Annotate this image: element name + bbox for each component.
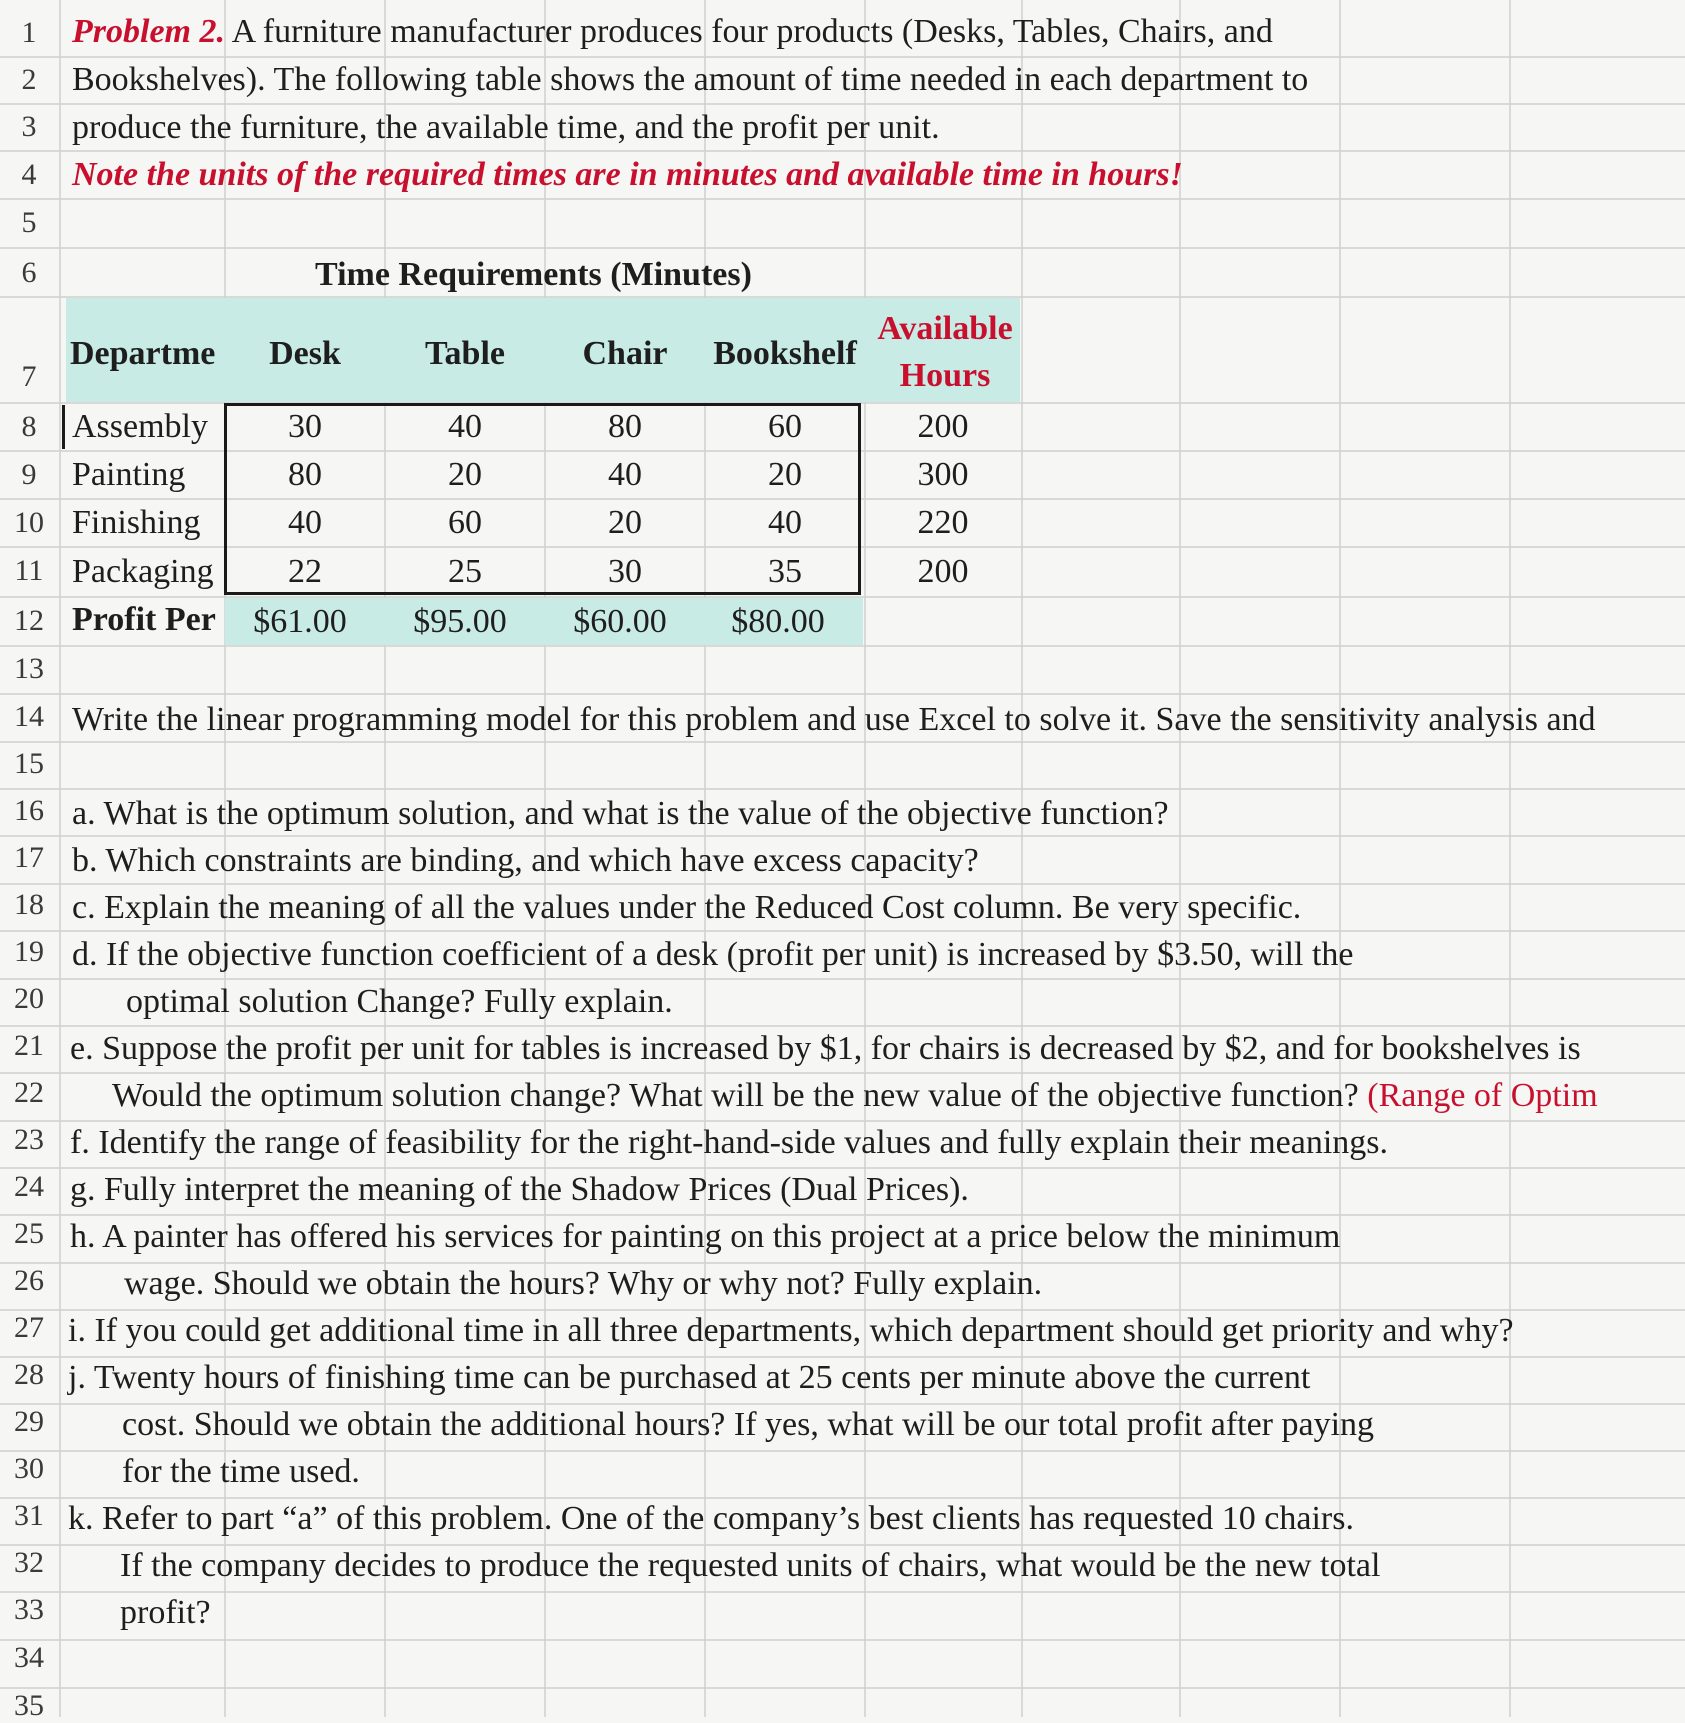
profit-bookshelf[interactable]: $80.00 — [731, 603, 825, 640]
header-chair[interactable]: Chair — [582, 335, 668, 372]
question-d-line1[interactable]: d. If the objective function coefficient of a desk (profit per unit) is increased by $3.50, will the — [72, 936, 1354, 973]
question-g[interactable]: g. Fully interpret the meaning of the Shadow Prices (Dual Prices). — [70, 1171, 969, 1208]
desk-cell[interactable]: 30 — [288, 408, 322, 445]
desk-cell[interactable]: 80 — [288, 456, 322, 493]
row-number[interactable]: 29 — [14, 1405, 44, 1438]
bookshelf-cell[interactable]: 60 — [768, 408, 802, 445]
header-desk[interactable]: Desk — [269, 335, 341, 372]
question-e-line2-text: Would the optimum solution change? What will be the new value of the objective function? — [112, 1077, 1359, 1114]
question-e-line2[interactable] — [112, 1076, 1598, 1116]
row-number[interactable]: 1 — [21, 16, 37, 49]
question-k-line3[interactable]: profit? — [120, 1594, 211, 1631]
desk-cell[interactable]: 40 — [288, 504, 322, 541]
question-i[interactable]: i. If you could get additional time in all three departments, which department should get priority and why? — [68, 1312, 1514, 1349]
row-number[interactable]: 8 — [21, 410, 37, 443]
question-a[interactable]: a. What is the optimum solution, and what is the value of the objective function? — [72, 795, 1169, 832]
available-cell[interactable]: 200 — [917, 408, 969, 445]
profit-label[interactable]: Profit Per — [72, 601, 216, 638]
bookshelf-cell[interactable]: 20 — [768, 456, 802, 493]
question-c[interactable]: c. Explain the meaning of all the values under the Reduced Cost column. Be very specific. — [72, 889, 1302, 926]
question-h-line1[interactable]: h. A painter has offered his services for painting on this project at a price below the minimum — [70, 1218, 1341, 1255]
question-f[interactable]: f. Identify the range of feasibility for the right-hand-side values and fully explain their meanings. — [70, 1124, 1389, 1161]
header-bookshelf[interactable]: Bookshelf — [713, 335, 857, 372]
problem-line-1[interactable] — [72, 12, 1273, 52]
table-cell[interactable]: 25 — [448, 553, 482, 590]
table-title[interactable]: Time Requirements (Minutes) — [315, 256, 752, 293]
row-number[interactable]: 35 — [14, 1689, 44, 1722]
available-cell[interactable]: 220 — [917, 504, 969, 541]
active-cell-marker — [62, 405, 65, 449]
row-number[interactable]: 9 — [21, 458, 37, 491]
question-k-line1[interactable]: k. Refer to part “a” of this problem. One of the company’s best clients has requested 10 chairs. — [68, 1500, 1354, 1537]
header-table[interactable]: Table — [424, 335, 505, 372]
question-b[interactable]: b. Which constraints are binding, and which have excess capacity? — [72, 842, 979, 879]
dept-cell[interactable]: Painting — [72, 456, 186, 493]
chair-cell[interactable]: 30 — [608, 553, 642, 590]
row-number[interactable]: 19 — [14, 935, 44, 968]
row-number[interactable]: 27 — [14, 1311, 44, 1344]
header-available-line2: Hours — [899, 357, 991, 394]
question-j-line1[interactable]: j. Twenty hours of finishing time can be purchased at 25 cents per minute above the current — [68, 1359, 1311, 1396]
row-number[interactable]: 21 — [14, 1029, 44, 1062]
row-number[interactable]: 2 — [21, 63, 37, 96]
chair-cell[interactable]: 80 — [608, 408, 642, 445]
row-number[interactable]: 26 — [14, 1264, 44, 1297]
chair-cell[interactable]: 40 — [608, 456, 642, 493]
row-number[interactable]: 16 — [14, 794, 44, 827]
header-department[interactable]: Departme — [70, 335, 216, 372]
row-number[interactable]: 32 — [14, 1546, 44, 1579]
instructions-text[interactable]: Write the linear programming model for this problem and use Excel to solve it. Save the sensitivity analysis and — [72, 701, 1596, 738]
question-d-line2[interactable]: optimal solution Change? Fully explain. — [126, 983, 673, 1020]
row-number[interactable]: 12 — [14, 604, 44, 637]
dept-cell[interactable]: Packaging — [72, 553, 214, 590]
row-number[interactable]: 5 — [21, 206, 37, 239]
question-j-line2[interactable]: cost. Should we obtain the additional hours? If yes, what will be our total profit after paying — [122, 1406, 1375, 1443]
row-number[interactable]: 34 — [14, 1641, 44, 1674]
profit-table[interactable]: $95.00 — [413, 603, 507, 640]
row-number[interactable]: 20 — [14, 982, 44, 1015]
row-number[interactable]: 14 — [14, 700, 44, 733]
range-of-optimality-note: (Range of Optim — [1367, 1077, 1598, 1114]
row-number[interactable]: 25 — [14, 1217, 44, 1250]
available-cell[interactable]: 200 — [917, 553, 969, 590]
bookshelf-cell[interactable]: 35 — [768, 553, 802, 590]
row-number[interactable]: 31 — [14, 1499, 44, 1532]
row-number[interactable]: 3 — [21, 110, 37, 143]
row-number[interactable]: 28 — [14, 1358, 44, 1391]
desk-cell[interactable]: 22 — [288, 553, 322, 590]
dept-cell[interactable]: Assembly — [72, 408, 208, 445]
row-number[interactable]: 4 — [21, 158, 37, 191]
question-e-line1[interactable]: e. Suppose the profit per unit for tables is increased by $1, for chairs is decreased by $2, and for bookshelves is — [70, 1030, 1581, 1067]
problem-line-2[interactable]: Bookshelves). The following table shows the amount of time needed in each department to — [72, 61, 1309, 98]
header-available-line1: Available — [877, 310, 1013, 347]
profit-desk[interactable]: $61.00 — [253, 603, 347, 640]
question-j-line3[interactable]: for the time used. — [122, 1453, 360, 1490]
row-number[interactable]: 18 — [14, 888, 44, 921]
dept-cell[interactable]: Finishing — [72, 504, 201, 541]
units-note[interactable]: Note the units of the required times are in minutes and available time in hours! — [72, 156, 1183, 193]
available-cell[interactable]: 300 — [917, 456, 969, 493]
row-number[interactable]: 17 — [14, 841, 44, 874]
row-number[interactable]: 13 — [14, 652, 44, 685]
question-h-line2[interactable]: wage. Should we obtain the hours? Why or why not? Fully explain. — [124, 1265, 1043, 1302]
row-number[interactable]: 10 — [14, 506, 44, 539]
bookshelf-cell[interactable]: 40 — [768, 504, 802, 541]
problem-line-3[interactable]: produce the furniture, the available time, and the profit per unit. — [72, 109, 940, 146]
profit-chair[interactable]: $60.00 — [573, 603, 667, 640]
table-cell[interactable]: 20 — [448, 456, 482, 493]
row-number[interactable]: 22 — [14, 1076, 44, 1109]
row-number[interactable]: 33 — [14, 1593, 44, 1626]
table-cell[interactable]: 60 — [448, 504, 482, 541]
header-available[interactable] — [865, 309, 1025, 396]
row-number[interactable]: 30 — [14, 1452, 44, 1485]
row-number[interactable]: 11 — [14, 554, 44, 587]
table-cell[interactable]: 40 — [448, 408, 482, 445]
row-number[interactable]: 15 — [14, 747, 44, 780]
row-number[interactable]: 7 — [21, 360, 37, 393]
chair-cell[interactable]: 20 — [608, 504, 642, 541]
row-number[interactable]: 24 — [14, 1170, 44, 1203]
row-number[interactable]: 6 — [21, 256, 37, 289]
problem-label: Problem 2. — [72, 13, 225, 50]
row-number[interactable]: 23 — [14, 1123, 44, 1156]
problem-line-1-text: A furniture manufacturer produces four products (Desks, Tables, Chairs, and — [231, 13, 1273, 50]
question-k-line2[interactable]: If the company decides to produce the requested units of chairs, what would be the new total — [120, 1547, 1381, 1584]
